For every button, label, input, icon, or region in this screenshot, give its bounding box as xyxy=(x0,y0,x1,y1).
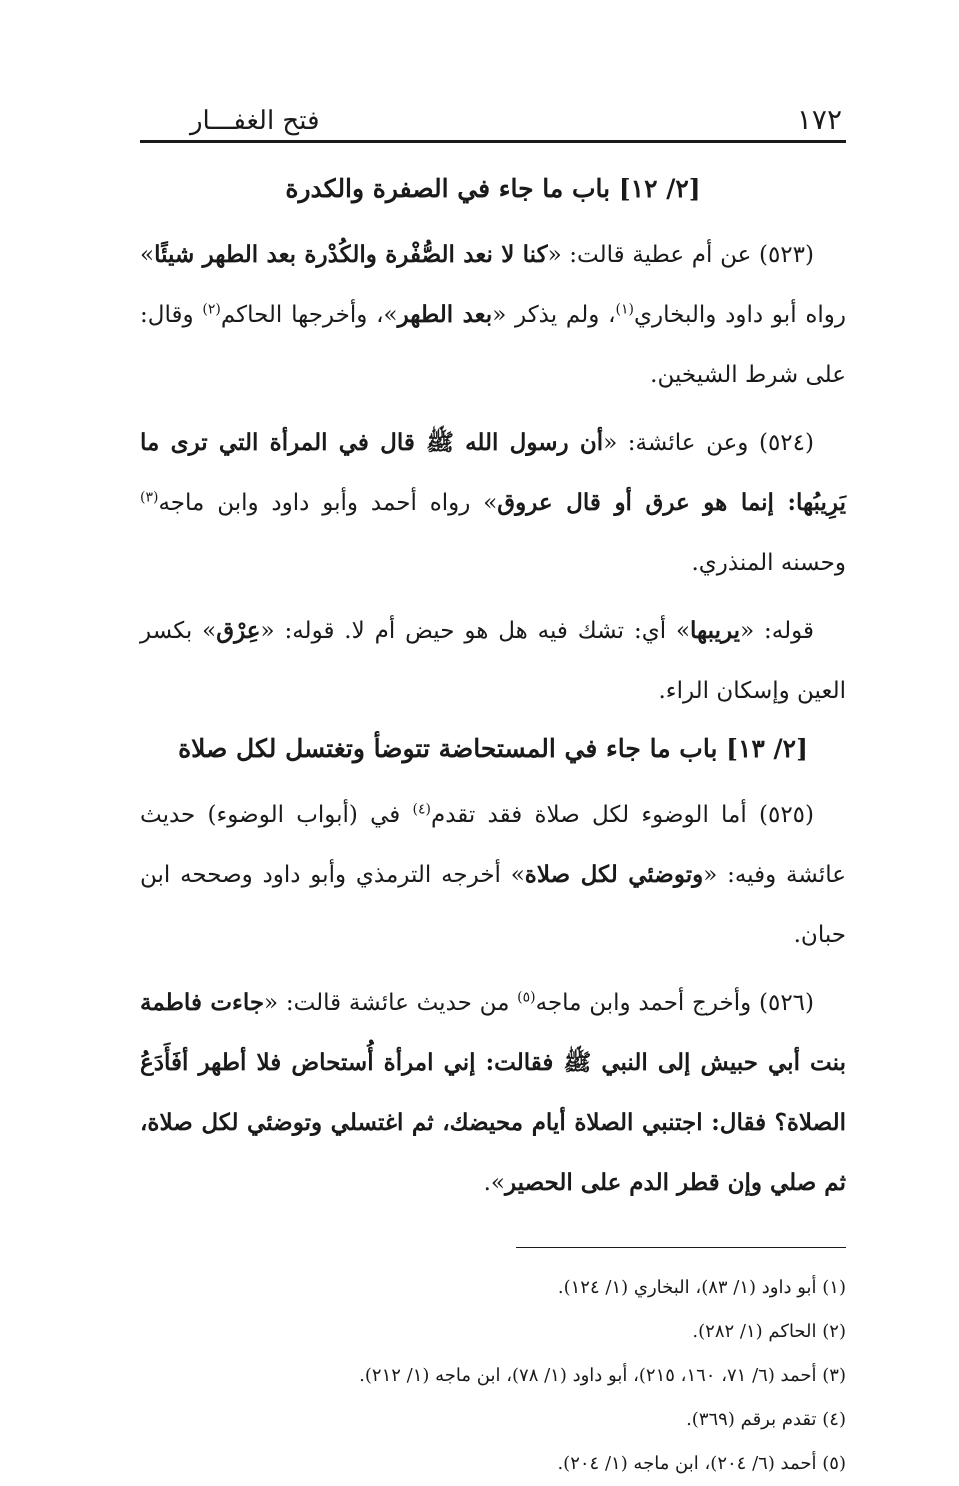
hadith-524 xyxy=(140,413,846,593)
footnote-ref-3: (٣) xyxy=(140,489,159,506)
book-title: فتح الغفـــار xyxy=(190,106,320,136)
hadith-526-quote: جاءت فاطمة بنت أبي حبيش إلى النبي ﷺ فقالت: إني امرأة أُستحاض فلا أطهر أفَأَدَعُ الصلاة؟ فقال: اجتنبي الصلاة أيام محيضك، ثم اغتسلي وتوضئي لكل صلاة، ثم صلي وإن قطر الدم على الحصير xyxy=(140,989,846,1196)
footnote-ref-4: (٤) xyxy=(412,801,431,818)
hadith-524-source: » رواه أحمد وأبو داود وابن ماجه xyxy=(158,490,498,516)
hadith-523-quote: كنا لا نعد الصُّفْرة والكُدْرة بعد الطهر شيئًا xyxy=(154,241,548,268)
hadith-523 xyxy=(140,225,846,405)
hadith-524-grading: وحسنه المنذري. xyxy=(691,550,846,576)
footnote-3: (٣) أحمد (٦/ ٧١، ١٦٠، ٢١٥)، أبو داود (١/ ٧٨)، ابن ماجه (١/ ٢١٢). xyxy=(359,1365,846,1386)
footnote-5: (٥) أحمد (٦/ ٢٠٤)، ابن ماجه (١/ ٢٠٤). xyxy=(557,1453,846,1474)
hadith-526-context: من حديث عائشة قالت: « xyxy=(264,990,518,1016)
footnote-divider xyxy=(516,1247,846,1248)
hadith-524-quote: أن رسول الله ﷺ قال في المرأة التي ترى ما يَرِيبُها: إنما هو عرق أو قال عروق xyxy=(140,429,846,516)
page-number: ١٧٢ xyxy=(796,103,842,136)
hadith-525-intro: (٥٢٥) أما الوضوء لكل صلاة فقد تقدم xyxy=(430,802,815,828)
hadith-523-note: ، ولم يذكر « xyxy=(492,302,616,328)
gloss-pronunciation: » بكسر العين وإسكان الراء. xyxy=(140,618,846,704)
gloss-term-yaribuha: يريبها xyxy=(690,617,741,644)
footnote-2: (٢) الحاكم (١/ ٢٨٢). xyxy=(692,1321,846,1342)
footnote-1: (١) أبو داود (١/ ٨٣)، البخاري (١/ ١٢٤). xyxy=(557,1277,846,1298)
hadith-525 xyxy=(140,785,846,965)
hadith-523-grading: وقال: على شرط الشيخين. xyxy=(140,302,846,388)
hadith-523-intro: (٥٢٣) عن أم عطية قالت: « xyxy=(547,242,814,268)
hadith-523-hakim: »، وأخرجها الحاكم xyxy=(220,302,398,328)
hadith-524-intro: (٥٢٤) وعن عائشة: « xyxy=(603,430,814,456)
hadith-526 xyxy=(140,973,846,1213)
book-page xyxy=(140,92,846,1486)
hadith-526-intro: (٥٢٦) وأخرج أحمد وابن ماجه xyxy=(535,990,815,1016)
hadith-523-phrase: بعد الطهر xyxy=(397,301,493,328)
gloss-intro: قوله: « xyxy=(740,618,814,644)
hadith-523-source: » رواه أبو داود والبخاري xyxy=(140,242,847,328)
footnotes-list xyxy=(140,1266,846,1486)
hadith-525-context: في (أبواب الوضوء) حديث عائشة وفيه: « xyxy=(140,802,846,888)
gloss-meaning: » أي: تشك فيه هل هو حيض أم لا. قوله: « xyxy=(260,618,691,644)
gloss-paragraph xyxy=(140,601,846,721)
hadith-525-quote: وتوضئي لكل صلاة xyxy=(524,861,704,888)
hadith-525-source: » أخرجه الترمذي وأبو داود وصححه ابن حبان. xyxy=(140,862,846,948)
footnote-ref-2: (٢) xyxy=(202,301,221,318)
chapter-heading-yellow-discharge: [٢/ ١٢] باب ما جاء في الصفرة والكدرة xyxy=(285,174,701,203)
hadith-526-close: ». xyxy=(483,1170,505,1196)
chapter-heading-istihada: [٢/ ١٣] باب ما جاء في المستحاضة تتوضأ وتغتسل لكل صلاة xyxy=(178,734,808,763)
footnote-4: (٤) تقدم برقم (٣٦٩). xyxy=(686,1409,846,1430)
gloss-term-irq: عِرْق xyxy=(216,617,261,644)
running-header xyxy=(140,92,846,143)
footnote-ref-5: (٥) xyxy=(517,989,536,1006)
footnote-ref-1: (١) xyxy=(615,301,634,318)
